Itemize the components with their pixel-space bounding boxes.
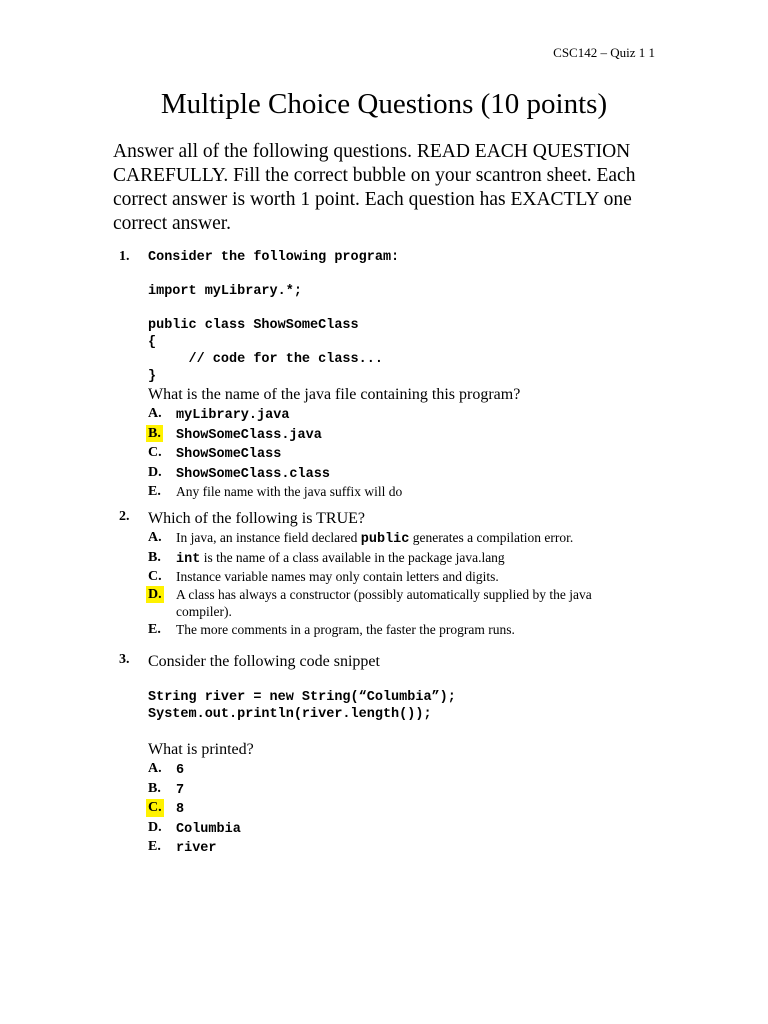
question-intro: Consider the following code snippet <box>148 653 380 670</box>
option-c <box>148 444 648 464</box>
option-text: ShowSomeClass <box>176 447 282 462</box>
option-code: int <box>176 551 201 567</box>
option-letter: A. <box>148 530 162 545</box>
option-text-pre: In java, an instance field declared <box>176 530 361 545</box>
code-class: public class ShowSomeClass { // code for the class... } <box>148 318 383 384</box>
question-prompt: Which of the following is TRUE? <box>148 510 365 527</box>
option-letter-highlighted: D. <box>148 586 162 602</box>
page-number: 1 <box>648 45 655 60</box>
option-letter: B. <box>148 549 161 565</box>
option-d <box>148 464 648 484</box>
option-letter: D. <box>148 819 162 835</box>
option-text: Any file name with the java suffix will do <box>176 484 403 499</box>
option-text: myLibrary.java <box>176 408 290 423</box>
option-letter-highlighted: C. <box>148 800 162 815</box>
option-letter: E. <box>148 621 161 637</box>
options-list <box>148 529 648 638</box>
option-letter: D. <box>148 464 162 480</box>
option-letter-highlighted: B. <box>148 425 161 441</box>
option-text: A class has always a constructor (possibly automatically supplied by the java compiler). <box>176 586 592 619</box>
instructions: Answer all of the following questions. READ EACH QUESTION CAREFULLY. Fill the correct bubble on your scantron sheet. Each correct answer is worth 1 point. Each question has EXACTLY one correct answer. <box>113 141 636 234</box>
option-text-post: generates a compilation error. <box>409 530 574 545</box>
question-number: 2. <box>119 509 130 524</box>
option-b <box>148 549 648 569</box>
option-text: river <box>176 841 217 856</box>
option-letter: C. <box>148 445 162 460</box>
option-c <box>148 568 648 586</box>
code-import: import myLibrary.*; <box>148 284 302 299</box>
option-a <box>148 760 648 780</box>
option-letter: C. <box>148 569 162 584</box>
options-list <box>148 405 648 501</box>
code-snippet: String river = new String(“Columbia”); System.out.println(river.length()); <box>148 690 456 722</box>
question-number: 3. <box>119 652 130 667</box>
options-list <box>148 760 648 858</box>
option-text: ShowSomeClass.java <box>176 427 322 443</box>
question-intro: Consider the following program: <box>148 250 400 265</box>
page-title: Multiple Choice Questions (10 points) <box>160 88 608 120</box>
option-letter: E. <box>148 484 161 499</box>
option-text-post: is the name of a class available in the package java.lang <box>200 549 505 565</box>
option-text: Instance variable names may only contain letters and digits. <box>176 569 499 584</box>
course-label: CSC142 – Quiz 1 <box>553 45 646 60</box>
option-e <box>148 838 648 858</box>
option-b <box>148 425 648 445</box>
question-prompt: What is printed? <box>148 741 254 758</box>
option-a <box>148 529 648 549</box>
option-d <box>148 586 648 621</box>
page-header <box>553 45 655 61</box>
option-text: Columbia <box>176 821 241 837</box>
option-letter: E. <box>148 839 161 854</box>
option-e <box>148 483 648 501</box>
option-letter: A. <box>148 406 162 421</box>
option-text: ShowSomeClass.class <box>176 466 330 482</box>
option-e <box>148 621 648 639</box>
option-text: 7 <box>176 782 185 798</box>
option-d <box>148 819 648 839</box>
option-text: The more comments in a program, the faster the program runs. <box>176 621 515 637</box>
question-number: 1. <box>119 249 130 264</box>
option-text: 8 <box>176 802 185 817</box>
option-letter: A. <box>148 761 162 776</box>
option-c <box>148 799 648 819</box>
option-a <box>148 405 648 425</box>
option-letter: B. <box>148 780 161 796</box>
option-code: public <box>360 532 410 547</box>
question-prompt: What is the name of the java file containing this program? <box>148 386 521 403</box>
option-b <box>148 780 648 800</box>
option-text: 6 <box>176 763 185 778</box>
